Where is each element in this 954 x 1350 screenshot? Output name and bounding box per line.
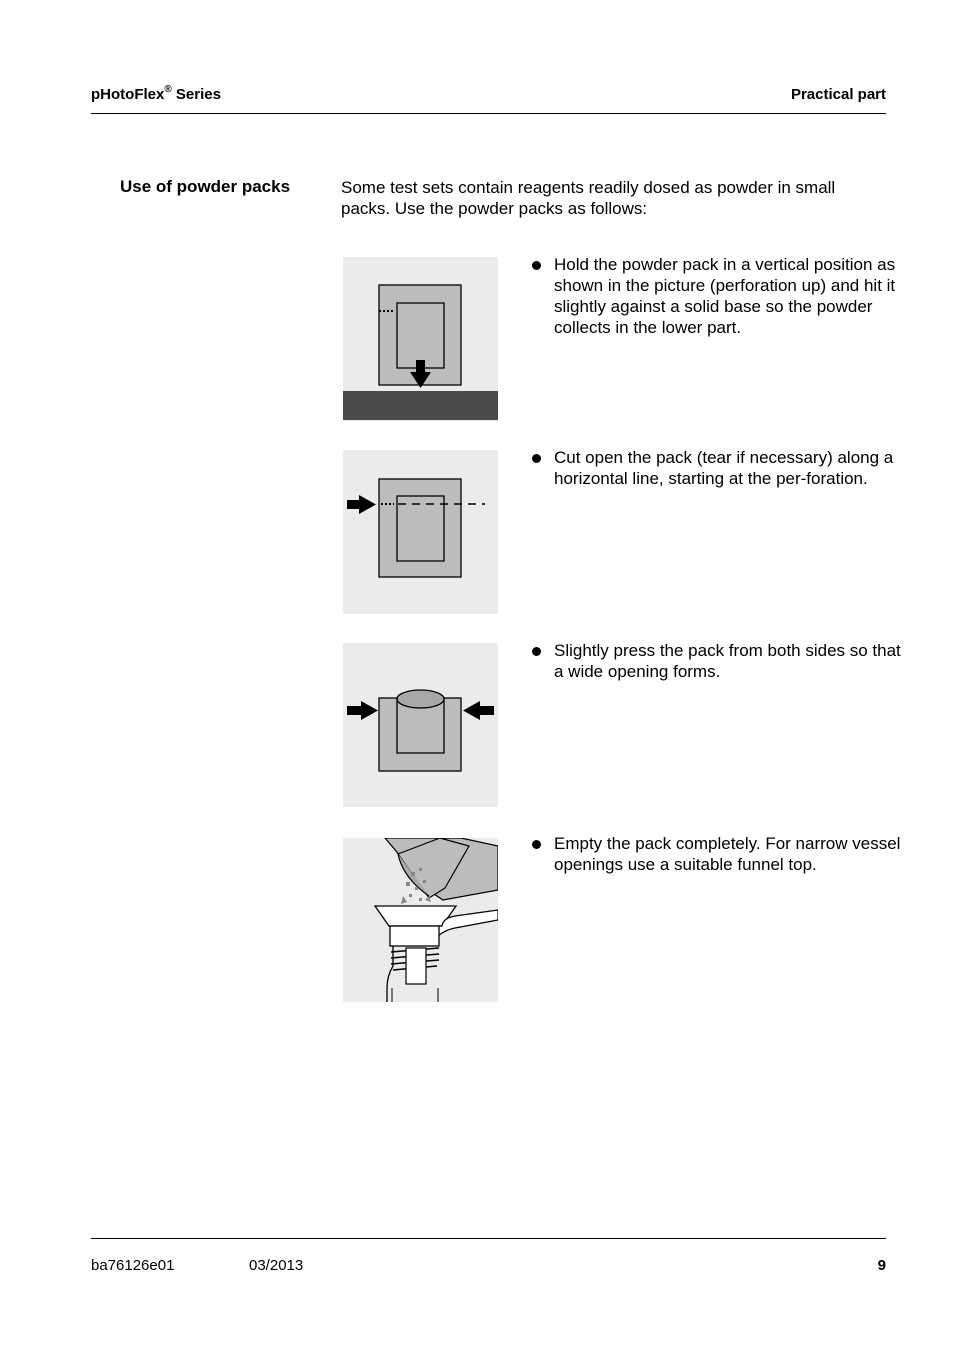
step-text: Cut open the pack (tear if necessary) along a horizontal line, starting at the per-foration. — [554, 448, 894, 488]
brand-name: pHotoFlex — [91, 86, 165, 103]
header-section: Practical part — [790, 86, 886, 103]
footer-rule — [91, 1238, 886, 1239]
press-pack-illustration — [343, 643, 498, 807]
figure-hit-pack — [343, 257, 498, 421]
series-label: Series — [171, 86, 221, 103]
footer-date: 03/2013 — [249, 1257, 304, 1274]
figure-press-pack — [343, 643, 498, 807]
registered-mark: ® — [164, 84, 172, 95]
step-text: Hold the powder pack in a vertical position as shown in the picture (perforation up) and hit it slightly against a solid base so the powder collects in the lower part. — [554, 255, 896, 337]
bullet-icon — [532, 261, 541, 270]
step-item — [530, 254, 904, 338]
header-title — [91, 86, 221, 103]
cut-pack-illustration — [343, 450, 498, 614]
hit-pack-illustration — [343, 257, 498, 421]
header-rule — [91, 113, 886, 114]
figure-empty-pack — [343, 838, 498, 1002]
section-title: Use of powder packs — [120, 177, 291, 196]
figure-cut-pack — [343, 450, 498, 614]
bullet-icon — [532, 454, 541, 463]
step-item — [530, 833, 904, 875]
bullet-icon — [532, 840, 541, 849]
step-text: Slightly press the pack from both sides so that a wide opening forms. — [554, 641, 901, 681]
bullet-icon — [532, 647, 541, 656]
empty-pack-funnel-illustration — [343, 838, 498, 1002]
step-item — [530, 640, 904, 682]
page-number: 9 — [877, 1257, 886, 1274]
intro-paragraph: Some test sets contain reagents readily dosed as powder in small packs. Use the powder packs as follows: — [341, 178, 836, 218]
step-text: Empty the pack completely. For narrow vessel openings use a suitable funnel top. — [554, 834, 901, 874]
footer-doc-code: ba76126e01 — [91, 1257, 175, 1274]
step-item — [530, 447, 904, 489]
